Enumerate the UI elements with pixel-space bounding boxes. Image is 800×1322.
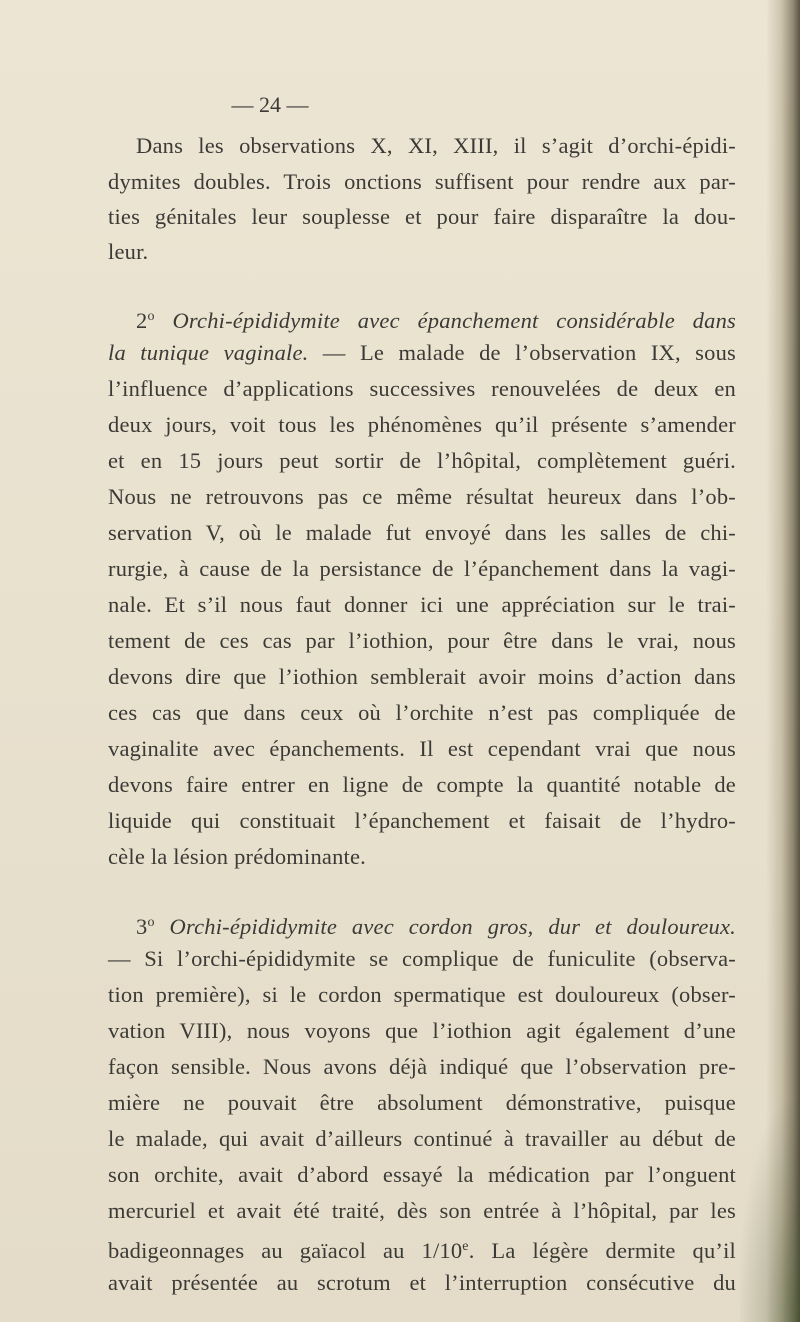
- text-line: avait présentée au scrotum et l’interruption consécutive du: [108, 1270, 736, 1295]
- text-line: leur.: [108, 239, 149, 264]
- heading-degree: o: [147, 915, 155, 930]
- page-corner-stain: [740, 1102, 800, 1322]
- text-line: mière ne pouvait être absolument démonstrative, puisque: [108, 1090, 736, 1115]
- text-line: mercuriel et avait été traité, dès son entrée à l’hôpital, par les: [108, 1198, 736, 1223]
- heading-title: Orchi-épididymite avec cordon gros, dur et douloureux.: [169, 914, 736, 939]
- text-line: ties génitales leur souplesse et pour faire disparaître la dou-: [108, 204, 736, 229]
- text-line: son orchite, avait d’abord essayé la médication par l’onguent: [108, 1162, 736, 1187]
- text-line-rest: — Le malade de l’observation IX, sous: [322, 340, 736, 365]
- page-number: — 24 —: [231, 92, 309, 117]
- text-line: nale. Et s’il nous faut donner ici une appréciation sur le trai-: [108, 592, 736, 617]
- heading-title: Orchi-épididymite avec épanchement considérable dans: [172, 308, 736, 333]
- text-line: dymites doubles. Trois onctions suffisent pour rendre aux par-: [108, 169, 736, 194]
- text-line: rurgie, à cause de la persistance de l’épanchement dans la vagi-: [108, 556, 736, 581]
- text-line: devons faire entrer en ligne de compte la quantité notable de: [108, 772, 736, 797]
- text-line: le malade, qui avait d’ailleurs continué à travailler au début de: [108, 1126, 736, 1151]
- text-line: servation V, où le malade fut envoyé dans les salles de chi-: [108, 520, 736, 545]
- text-line: cèle la lésion prédominante.: [108, 844, 366, 869]
- text-line: tement de ces cas par l’iothion, pour être dans le vrai, nous: [108, 628, 736, 653]
- heading-number: 2: [136, 308, 148, 333]
- text-line: l’influence d’applications successives renouvelées de deux en: [108, 376, 736, 401]
- text-line: liquide qui constituait l’épanchement et faisait de l’hydro-: [108, 808, 736, 833]
- section-heading-3: [136, 908, 736, 938]
- text-line: badigeonnages au gaïacol au 1/10e. La légère dermite qu’il: [108, 1238, 736, 1263]
- heading-degree: o: [147, 309, 155, 324]
- text-line: tion première), si le cordon spermatique est douloureux (obser-: [108, 982, 736, 1007]
- text-line: ces cas que dans ceux où l’orchite n’est pas compliquée de: [108, 700, 736, 725]
- text-line: vation VIII), nous voyons que l’iothion agit également d’une: [108, 1018, 736, 1043]
- text-line: façon sensible. Nous avons déjà indiqué que l’observation pre-: [108, 1054, 736, 1079]
- text-line: et en 15 jours peut sortir de l’hôpital, complètement guéri.: [108, 448, 736, 473]
- text-line: vaginalite avec épanchements. Il est cependant vrai que nous: [108, 736, 736, 761]
- section-heading-2: [136, 302, 736, 332]
- text-line: deux jours, voit tous les phénomènes qu’il présente s’amender: [108, 412, 736, 437]
- text-line: devons dire que l’iothion semblerait avoir moins d’action dans: [108, 664, 736, 689]
- text-line: — Si l’orchi-épididymite se complique de funiculite (observa-: [108, 946, 736, 971]
- heading-number: 3: [136, 914, 148, 939]
- text-line: Nous ne retrouvons pas ce même résultat heureux dans l’ob-: [108, 484, 736, 509]
- text-line: Dans les observations X, XI, XIII, il s’agit d’orchi-épidi-: [136, 133, 736, 158]
- text-line: la tunique vaginale. — Le malade de l’observation IX, sous: [108, 340, 736, 365]
